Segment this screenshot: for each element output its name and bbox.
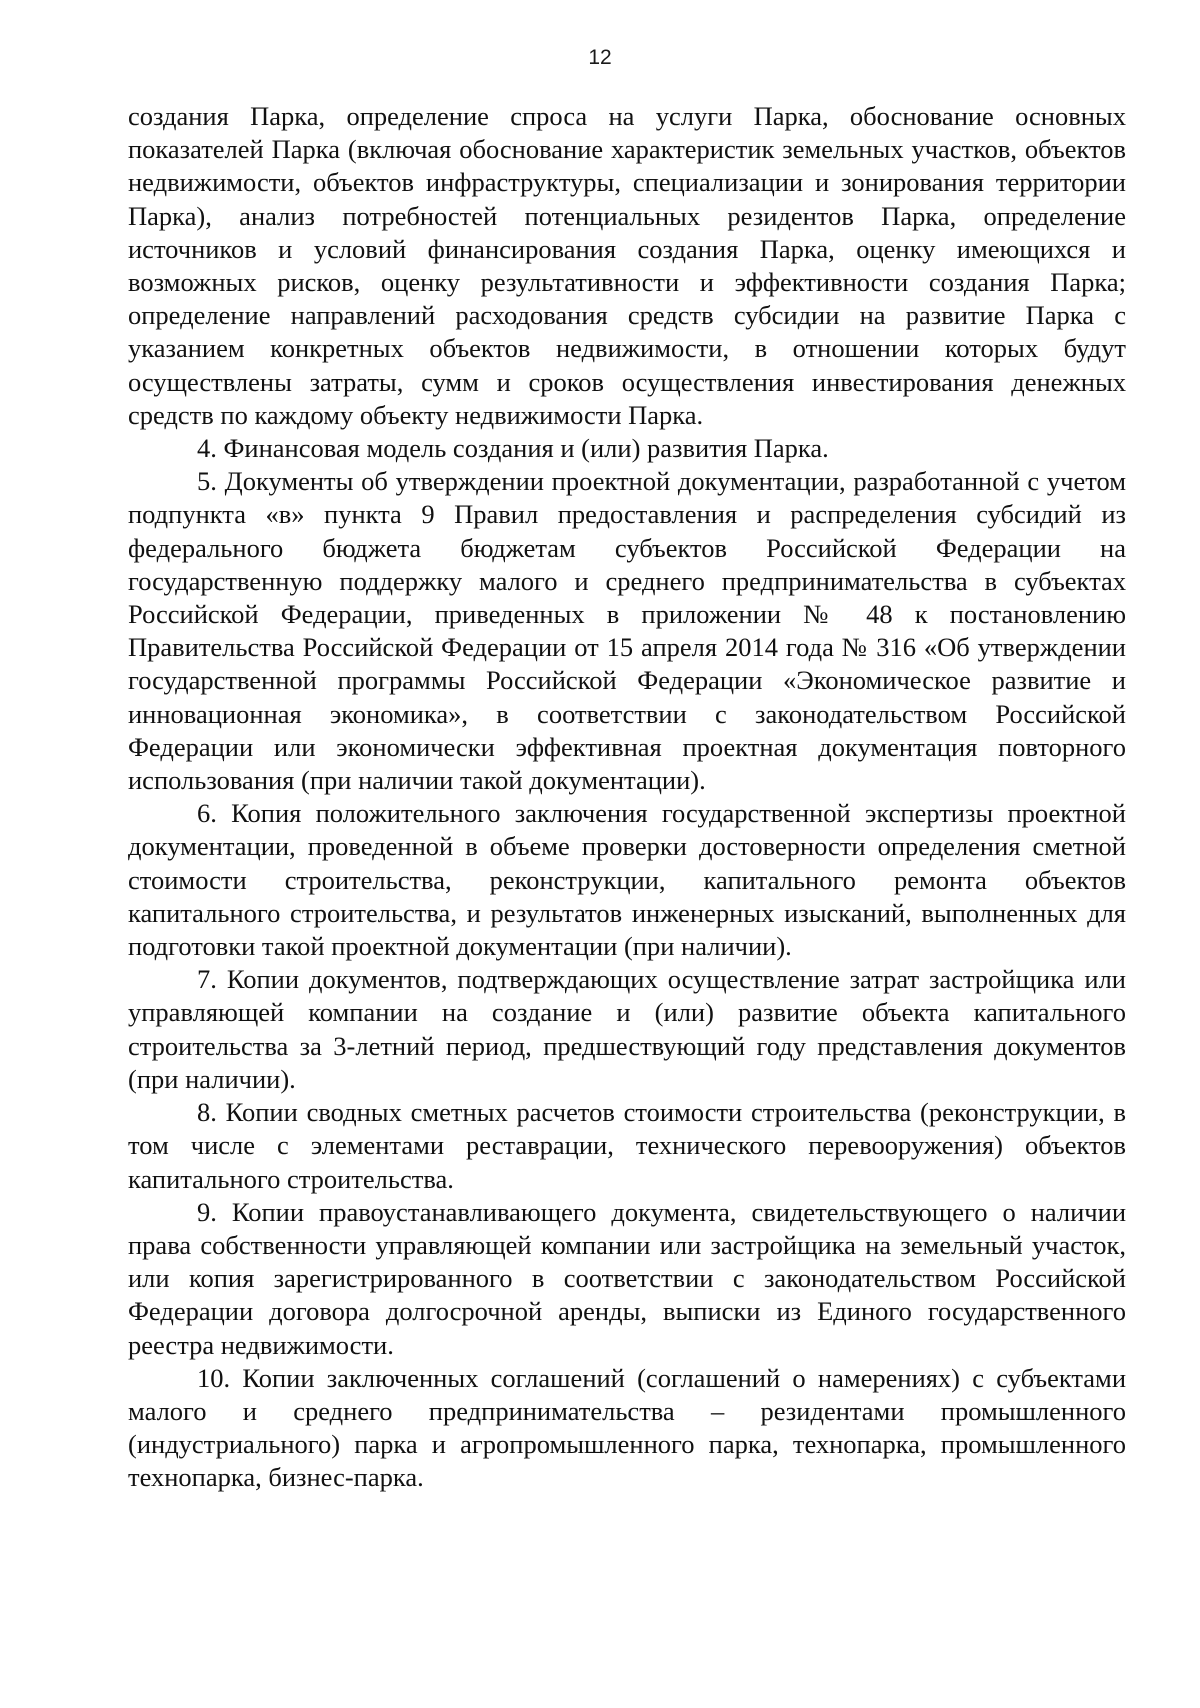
paragraph-item-6: 6. Копия положительного заключения государственной экспертизы проектной документации, проведенной в объеме проверки достоверности определения сметной стоимости строительства, реконструкции, капитального ремонта объектов капитального строительства, и результатов инженерных изысканий, выполненных для подготовки такой проектной документации (при наличии).: [128, 798, 1126, 962]
paragraph-item-8: 8. Копии сводных сметных расчетов стоимости строительства (реконструкции, в том числе с элементами реставрации, технического перевооружения) объектов капитального строительства.: [128, 1097, 1126, 1194]
paragraph-item-10: 10. Копии заключенных соглашений (соглашений о намерениях) с субъектами малого и среднего предпринимательства – резидентами промышленного (индустриального) парка и агропромышленного парка, технопарка, промышленного технопарка, бизнес-парка.: [128, 1362, 1126, 1493]
paragraph-item-7: 7. Копии документов, подтверждающих осуществление затрат застройщика или управляющей компании на создание и (или) развитие объекта капитального строительства за 3-летний период, предшествующий году представления документов (при наличии).: [128, 964, 1126, 1094]
paragraph-item-4: 4. Финансовая модель создания и (или) развития Парка.: [197, 433, 829, 464]
document-body: [128, 100, 1126, 1495]
paragraph-continuation: создания Парка, определение спроса на услуги Парка, обоснование основных показателей Парка (включая обоснование характеристик земельных участков, объектов недвижимости, объектов инфраструктуры, специализации и зонирования территории Парка), анализ потребностей потенциальных резидентов Парка, определение источников и условий финансирования создания Парка, оценку имеющихся и возможных рисков, оценку результативности и эффективности создания Парка; определение направлений расходования средств субсидии на развитие Парка с указанием конкретных объектов недвижимости, в отношении которых будут осуществлены затраты, сумм и сроков осуществления инвестирования денежных средств по каждому объекту недвижимости Парка.: [128, 101, 1126, 430]
paragraph-item-5: 5. Документы об утверждении проектной документации, разработанной с учетом подпункта «в» пункта 9 Правил предоставления и распределения субсидий из федерального бюджета бюджетам субъектов Российской Федерации на государственную поддержку малого и среднего предпринимательства в субъектах Российской Федерации, приведенных в приложении № 48 к постановлению Правительства Российской Федерации от 15 апреля 2014 года № 316 «Об утверждении государственной программы Российской Федерации «Экономическое развитие и инновационная экономика», в соответствии с законодательством Российской Федерации или экономически эффективная проектная документация повторного использования (при наличии такой документации).: [128, 466, 1126, 796]
paragraph-item-9: 9. Копии правоустанавливающего документа, свидетельствующего о наличии права собственности управляющей компании или застройщика на земельный участок, или копия зарегистрированного в соответствии с законодательством Российской Федерации договора долгосрочной аренды, выписки из Единого государственного реестра недвижимости.: [128, 1196, 1126, 1360]
page-number: 12: [588, 46, 612, 69]
